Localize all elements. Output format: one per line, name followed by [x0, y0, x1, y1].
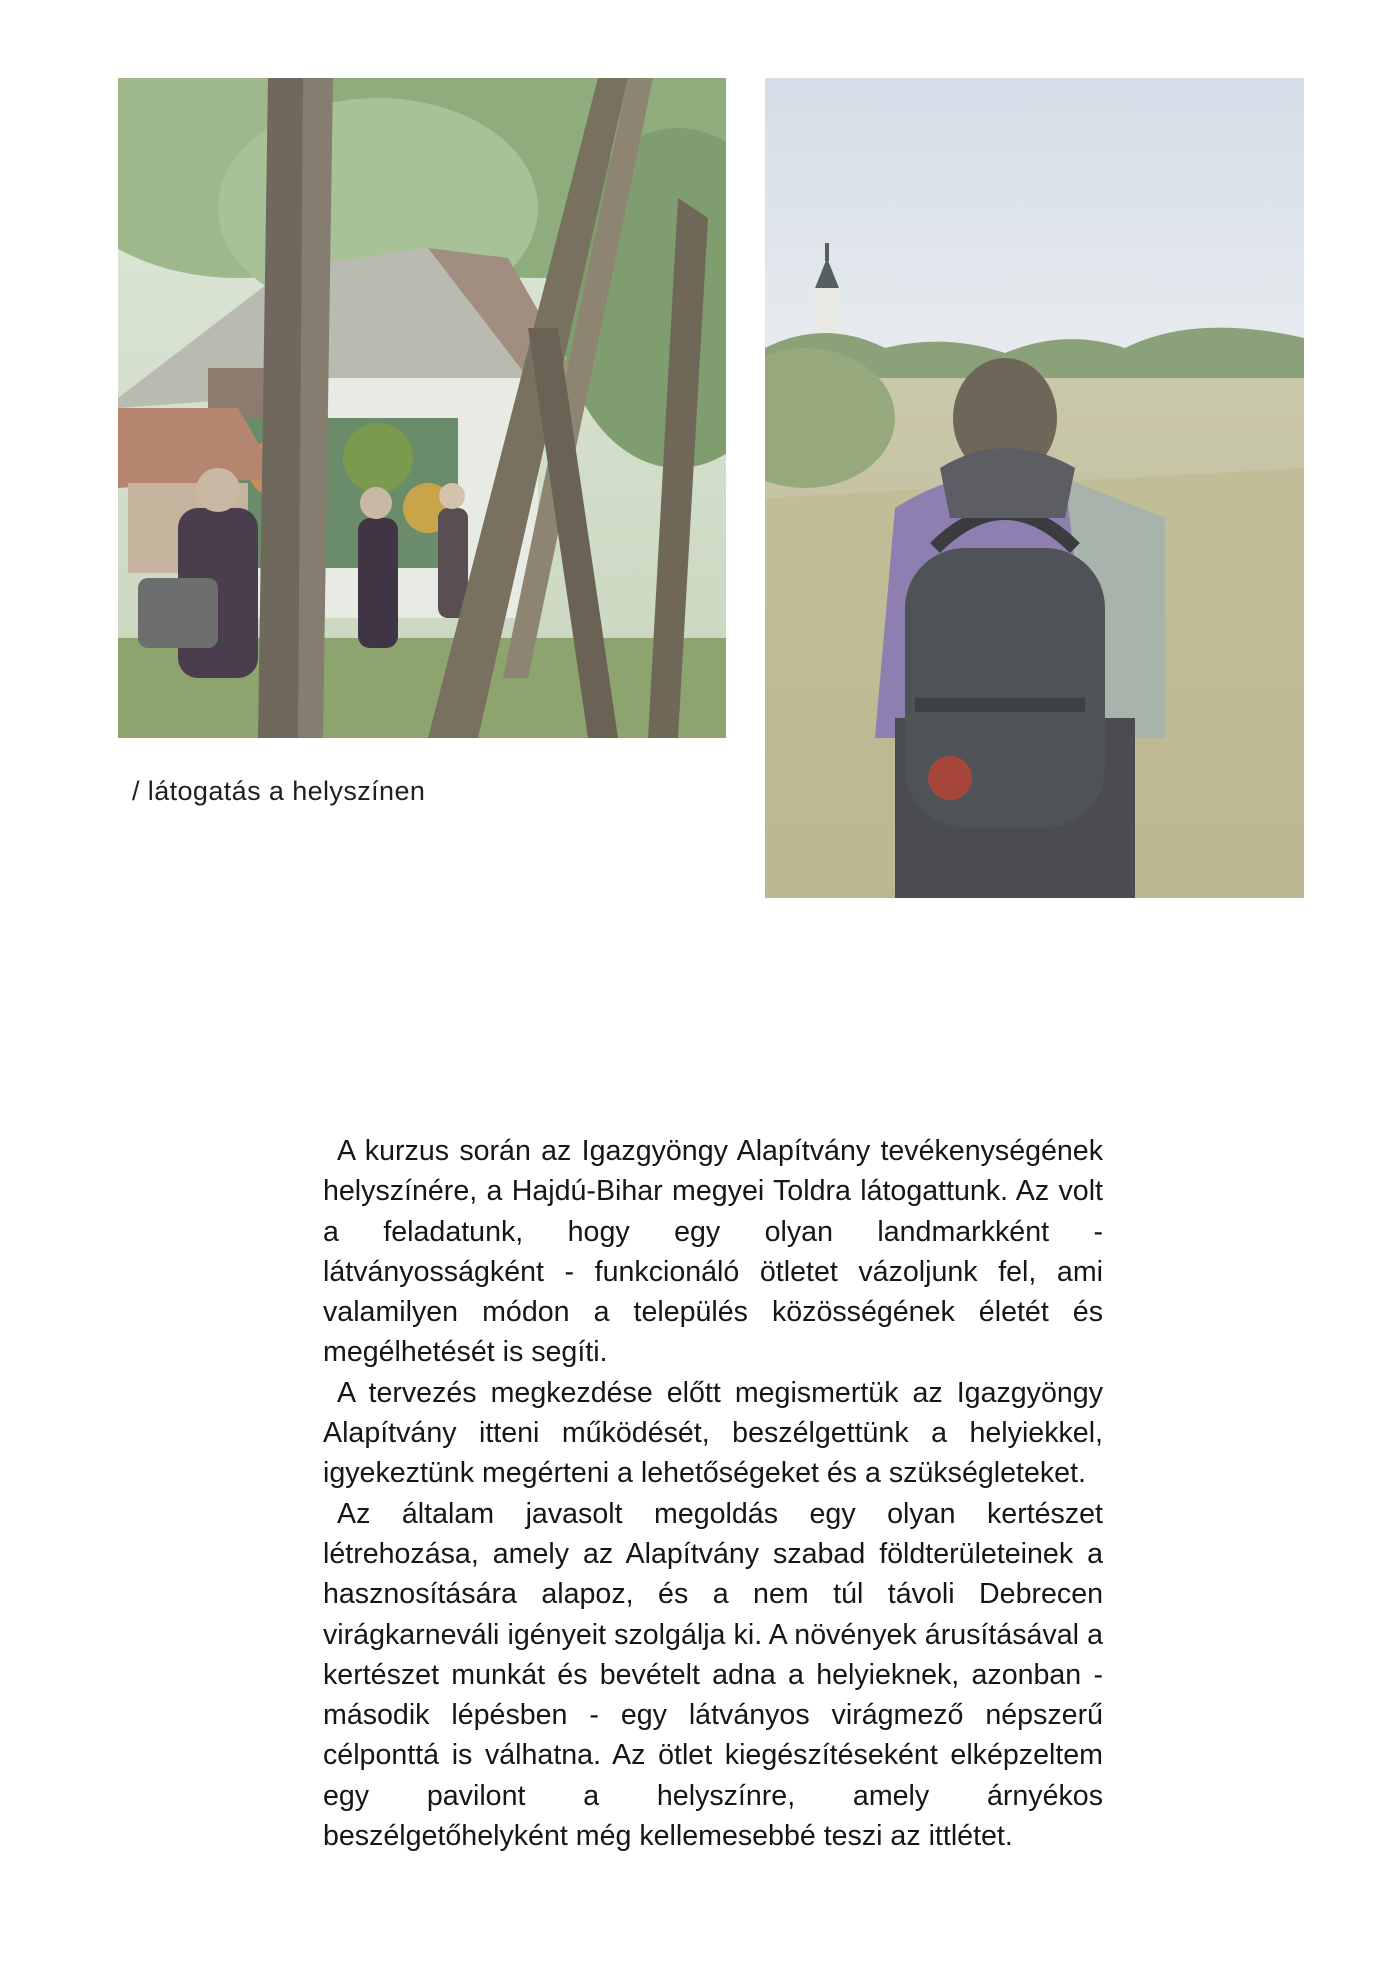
garden-house-illustration [118, 78, 726, 738]
paragraph: A tervezés megkezdése előtt megismertük az Igazgyöngy Alapítvány itteni működését, beszélgettünk a helyiekkel, igyekeztünk megérteni a lehetőségeket és a szükségleteket. [323, 1376, 1103, 1490]
photo-visit-garden-house [118, 78, 726, 738]
paragraph: A kurzus során az Igazgyöngy Alapítvány tevékenységének helyszínére, a Hajdú-Bihar megyei Toldra látogattunk. Az volt a feladatunk, hogy egy olyan landmarkként - látványosságként - funkcionáló ötletet vázoljunk fel, ami valamilyen módon a település közösségének életét és megélhetését is segíti. [323, 1135, 1103, 1369]
article-body [323, 1131, 1103, 1856]
photo-caption: / látogatás a helyszínen [132, 776, 426, 806]
photo-field-with-church [765, 78, 1304, 898]
paragraph: Az általam javasolt megoldás egy olyan kertészet létrehozása, amely az Alapítvány szabad földterületeinek a hasznosítására alapoz, és a nem túl távoli Debrecen virágkarneváli igényeit szolgálja ki. A növények árusításával a kertészet munkát és bevételt adna a helyieknek, azonban - második lépésben - egy látványos virágmező népszerű célponttá is válhatna. Az ötlet kiegészítéseként elképzeltem egy pavilont a helyszínre, amely árnyékos beszélgetőhelyként még kellemesebbé teszi az ittlétet. [323, 1497, 1103, 1853]
field-church-illustration [765, 78, 1304, 898]
